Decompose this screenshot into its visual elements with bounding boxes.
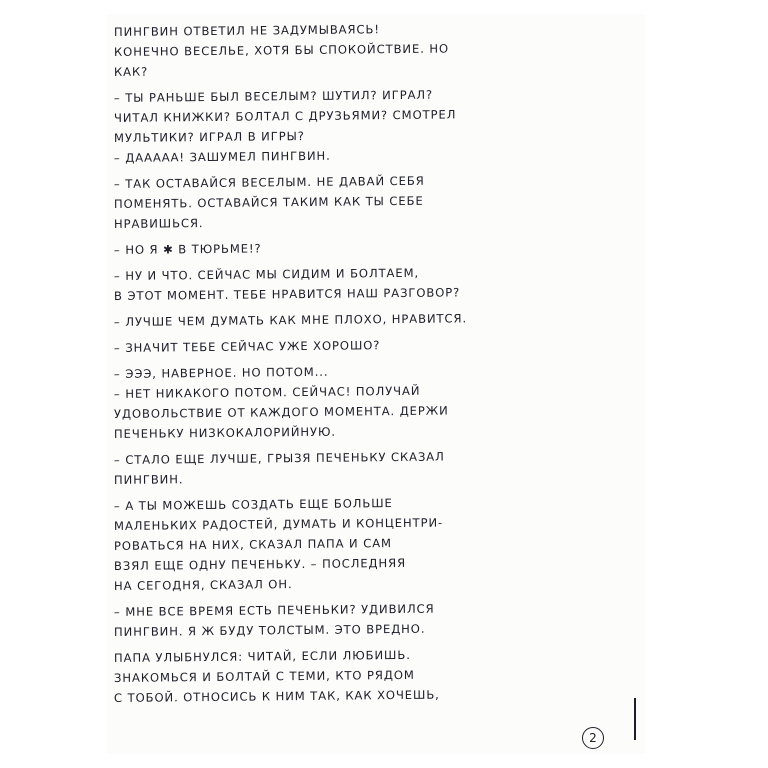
text-line: – ЗНАЧИТ ТЕБЕ СЕЙЧАС УЖЕ ХОРОШО? xyxy=(113,338,381,355)
text-line: ЧИТАЛ КНИЖКИ? БОЛТАЛ С ДРУЗЬЯМИ? СМОТРЕЛ xyxy=(113,107,457,125)
text-line: С ТОБОЙ. ОТНОСИСЬ К НИМ ТАК, КАК ХОЧЕШЬ, xyxy=(113,687,440,705)
text-line: НА СЕГОДНЯ, СКАЗАЛ ОН. xyxy=(113,577,293,593)
handwritten-text-block xyxy=(114,22,644,708)
text-line: – ЭЭЭ, НАВЕРНОЕ. НО ПОТОМ... xyxy=(113,364,329,381)
text-line: МАЛЕНЬКИХ РАДОСТЕЙ, ДУМАТЬ И КОНЦЕНТРИ- xyxy=(113,515,444,533)
text-line: ПЕЧЕНЬКУ НИЗКОКАЛОРИЙНУЮ. xyxy=(113,424,337,441)
text-line: ПИНГВИН ОТВЕТИЛ НЕ ЗАДУМЫВАЯСЬ! xyxy=(113,22,380,39)
text-line: В ЭТОТ МОМЕНТ. ТЕБЕ НРАВИТСЯ НАШ РАЗГОВОР? xyxy=(113,285,461,303)
text-line: КОНЕЧНО ВЕСЕЛЬЕ, ХОТЯ БЫ СПОКОЙСТВИЕ. НО xyxy=(113,41,450,59)
margin-pen-mark xyxy=(634,698,636,740)
text-line: – НЕТ НИКАКОГО ПОТОМ. СЕЙЧАС! ПОЛУЧАЙ xyxy=(113,383,421,401)
text-line: – А ТЫ МОЖЕШЬ СОЗДАТЬ ЕЩЕ БОЛЬШЕ xyxy=(113,496,393,513)
text-line: – СТАЛО ЕЩЕ ЛУЧШЕ, ГРЫЗЯ ПЕЧЕНЬКУ СКАЗАЛ xyxy=(113,449,445,467)
text-line: – ТЫ РАНЬШЕ БЫЛ ВЕСЕЛЫМ? ШУТИЛ? ИГРАЛ? xyxy=(113,87,434,105)
text-line: – МНЕ ВСЕ ВРЕМЯ ЕСТЬ ПЕЧЕНЬКИ? УДИВИЛСЯ xyxy=(113,601,435,619)
text-line: МУЛЬТИКИ? ИГРАЛ В ИГРЫ? xyxy=(113,129,305,145)
text-line: РОВАТЬСЯ НА НИХ, СКАЗАЛ ПАПА И САМ xyxy=(113,536,392,553)
text-line: ВЗЯЛ ЕЩЕ ОДНУ ПЕЧЕНЬКУ. – ПОСЛЕДНЯЯ xyxy=(113,555,407,573)
text-line: – НУ И ЧТО. СЕЙЧАС МЫ СИДИМ И БОЛТАЕМ, xyxy=(113,265,420,283)
text-line: ПИНГВИН. xyxy=(113,472,184,487)
text-line: – НО Я ✱ В ТЮРЬМЕ!? xyxy=(113,241,262,257)
text-line: КАК? xyxy=(113,64,149,79)
text-line: ЗНАКОМЬСЯ И БОЛТАЙ С ТЕМИ, КТО РЯДОМ xyxy=(113,667,415,685)
page-number: 2 xyxy=(582,727,604,749)
text-line: ПАПА УЛЫБНУЛСЯ: ЧИТАЙ, ЕСЛИ ЛЮБИШЬ. xyxy=(113,647,411,665)
text-line: – ДААААА! ЗАШУМЕЛ ПИНГВИН. xyxy=(113,148,331,165)
text-line: ПИНГВИН. Я Ж БУДУ ТОЛСТЫМ. ЭТО ВРЕДНО. xyxy=(113,621,426,639)
text-line: – ТАК ОСТАВАЙСЯ ВЕСЕЛЫМ. НЕ ДАВАЙ СЕБЯ xyxy=(113,173,425,191)
text-line: УДОВОЛЬСТВИЕ ОТ КАЖДОГО МОМЕНТА. ДЕРЖИ xyxy=(113,403,449,421)
text-line: – ЛУЧШЕ ЧЕМ ДУМАТЬ КАК МНЕ ПЛОХО, НРАВИТСЯ. xyxy=(113,311,468,329)
text-line: НРАВИШЬСЯ. xyxy=(113,216,204,231)
text-line: ПОМЕНЯТЬ. ОСТАВАЙСЯ ТАКИМ КАК ТЫ СЕБЕ xyxy=(113,193,424,211)
